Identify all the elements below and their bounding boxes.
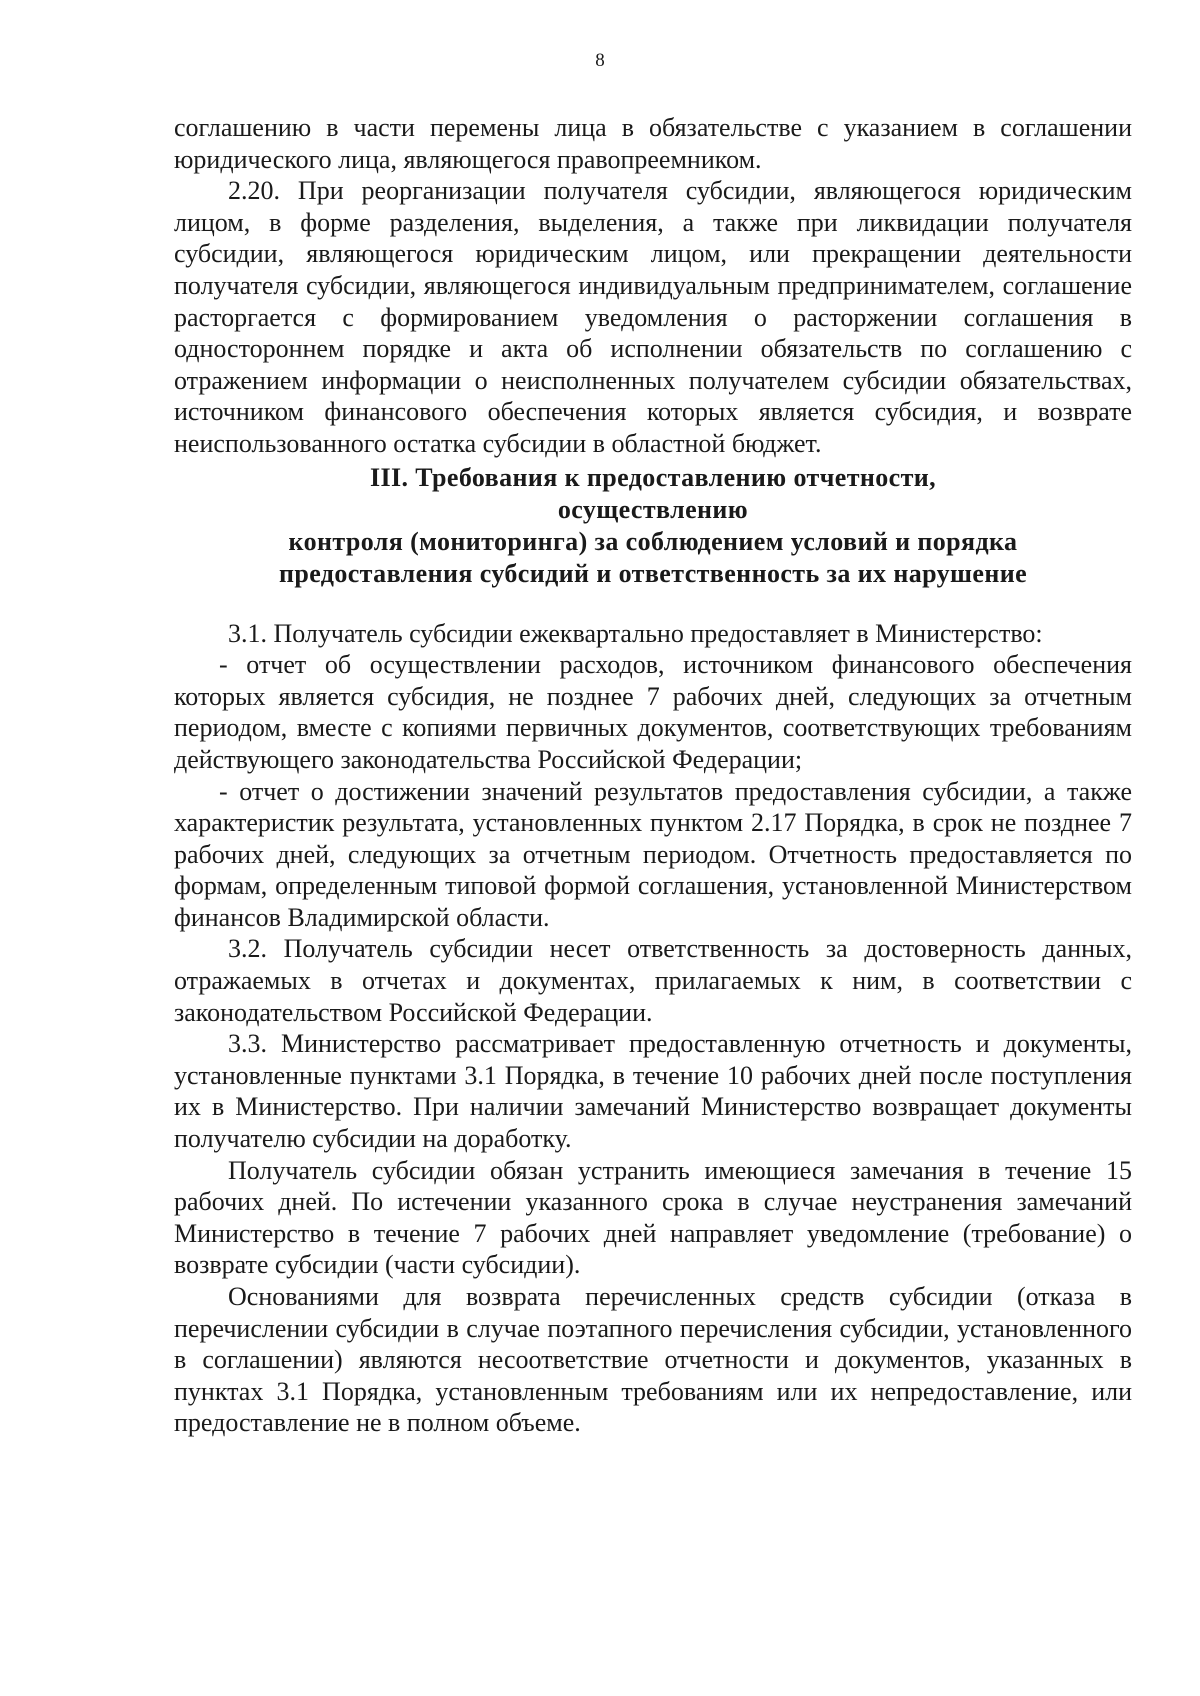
section-title-line: III. Требования к предоставлению отчетности,	[369, 462, 937, 492]
paragraph-remarks: Получатель субсидии обязан устранить имеющиеся замечания в течение 15 рабочих дней. По истечении указанного срока в случае неустранения замечаний Министерство в течение 7 рабочих дней направляет уведомление (требование) о возврате субсидии (части субсидии).	[174, 1155, 1132, 1280]
section-title-line: предоставления субсидий и ответственность за их нарушение	[278, 558, 1028, 588]
paragraph-3-2: 3.2. Получатель субсидии несет ответственность за достоверность данных, отражаемых в отчетах и документах, прилагаемых к ним, в соответствии с законодательством Российской Федерации.	[174, 934, 1132, 1027]
paragraph-3-1: 3.1. Получатель субсидии ежеквартально предоставляет в Министерство:	[228, 618, 1043, 648]
section-title-line: контроля (мониторинга) за соблюдением условий и порядка	[288, 526, 1018, 556]
section-title-line: осуществлению	[557, 494, 749, 524]
paragraph-2-20: 2.20. При реорганизации получателя субсидии, являющегося юридическим лицом, в форме разделения, выделения, а также при ликвидации получателя субсидии, являющегося юридическим лицом, или прекращении деятельности получателя субсидии, являющегося индивидуальным предпринимателем, соглашение расторгается с формированием уведомления о расторжении соглашения в одностороннем порядке и акта об исполнении обязательств по соглашению с отражением информации о неисполненных получателем субсидии обязательствах, источником финансового обеспечения которых является субсидия, и возврате неиспользованного остатка субсидии в областной бюджет.	[174, 176, 1132, 458]
list-item-report-results: - отчет о достижении значений результатов предоставления субсидии, а также характеристик результата, установленных пунктом 2.17 Порядка, в срок не позднее 7 рабочих дней, следующих за отчетным периодом. Отчетность предоставляется по формам, определенным типовой формой соглашения, установленной Министерством финансов Владимирской области.	[174, 776, 1132, 932]
section-title	[174, 462, 1132, 590]
page-number: 8	[595, 50, 605, 71]
paragraph-continuation: соглашению в части перемены лица в обязательстве с указанием в соглашении юридического лица, являющегося правопреемником.	[174, 113, 1132, 174]
spacer	[174, 590, 1132, 618]
paragraph-grounds: Основаниями для возврата перечисленных средств субсидии (отказа в перечислении субсидии в случае поэтапного перечисления субсидии, установленного в соглашении) являются несоответствие отчетности и документов, указанных в пунктах 3.1 Порядка, установленным требованиям или их непредоставление, или предоставление не в полном объеме.	[174, 1282, 1132, 1438]
paragraph-3-3: 3.3. Министерство рассматривает предоставленную отчетность и документы, установленные пунктами 3.1 Порядка, в течение 10 рабочих дней после поступления их в Министерство. При наличии замечаний Министерство возвращает документы получателю субсидии на доработку.	[174, 1029, 1132, 1154]
list-item-report-expenses: - отчет об осуществлении расходов, источником финансового обеспечения которых является субсидия, не позднее 7 рабочих дней, следующих за отчетным периодом, вместе с копиями первичных документов, соответствующих требованиям действующего законодательства Российской Федерации;	[174, 650, 1132, 774]
document-body	[174, 112, 1132, 1439]
